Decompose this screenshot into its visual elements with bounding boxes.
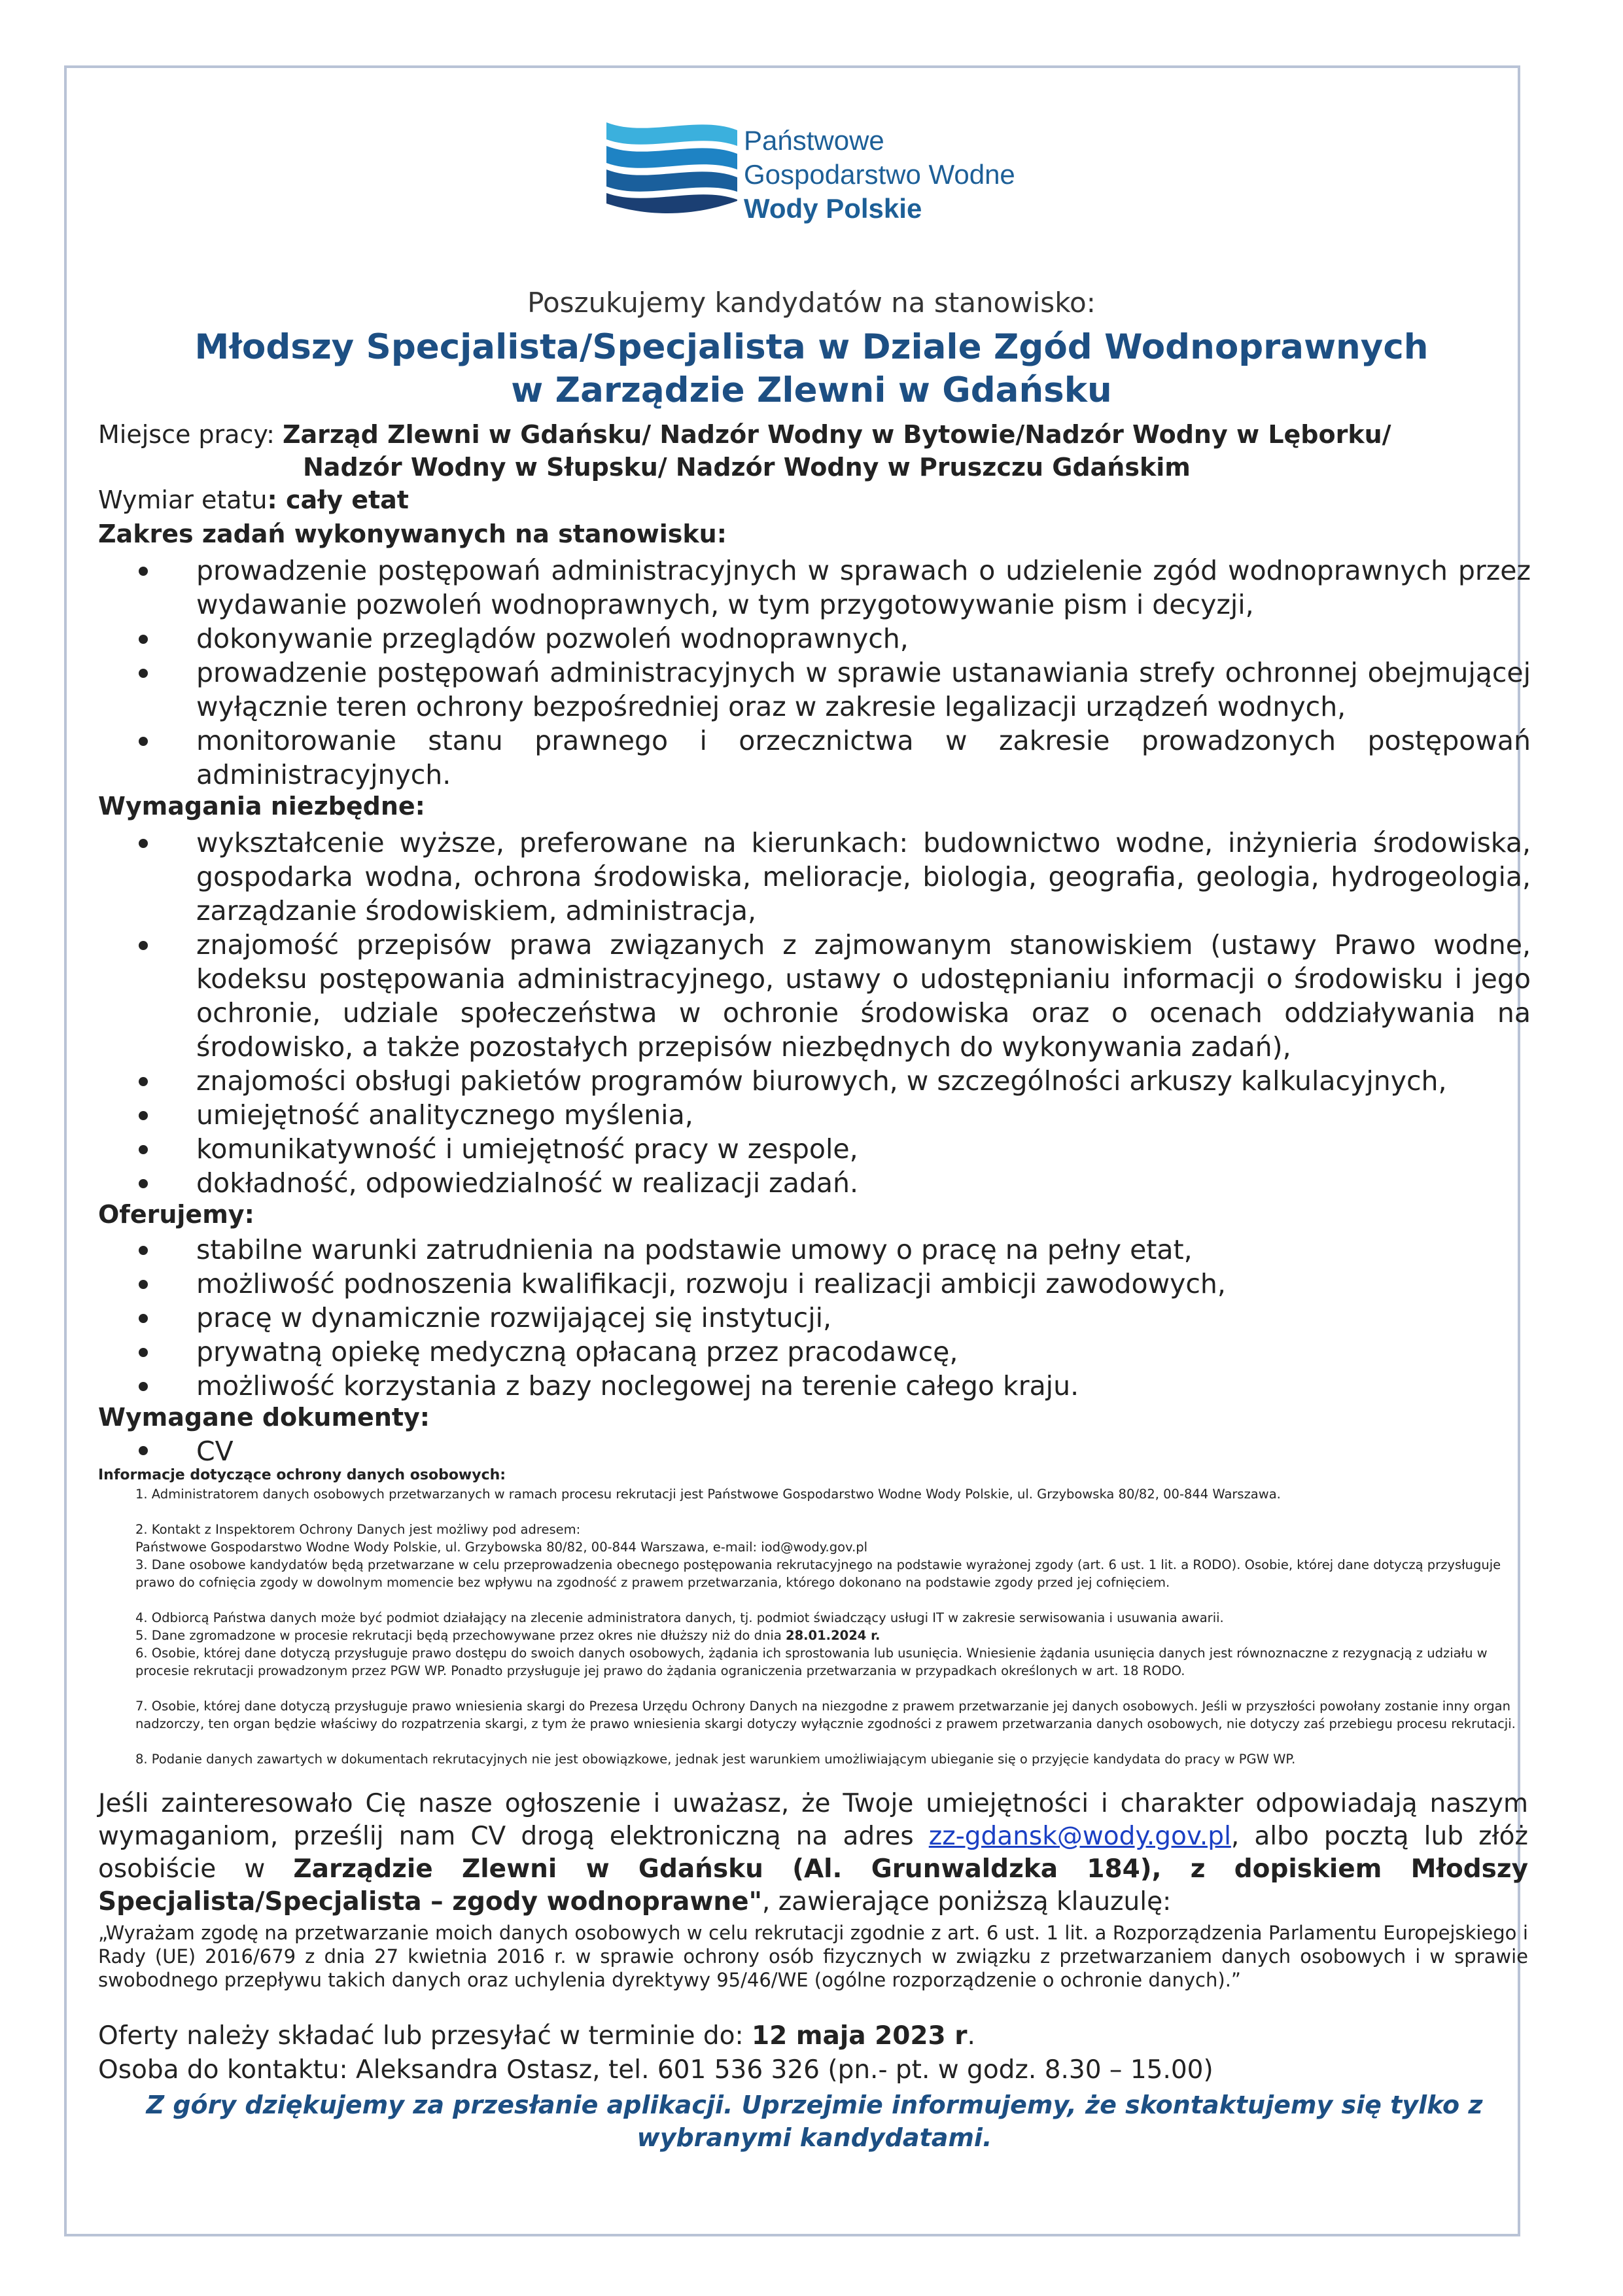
- rodo-point-3: 3. Dane osobowe kandydatów będą przetwarzane w celu przeprowadzenia obecnego postępowania rekrutacyjnego na podstawie wyrażonej zgody (art. 6 ust. 1 lit. a RODO). Osobie, której dane dotyczą przysługuje prawo do cofnięcia zgody w dowolnym momencie bez wpływu na zgodność z prawem przetwarzania, którego dokonano na podstawie zgody przed jej cofnięciem.: [135, 1557, 1501, 1590]
- bullet-icon: [139, 737, 148, 746]
- etat-value: : cały etat: [267, 486, 409, 514]
- workplace-value-1: Zarząd Zlewni w Gdańsku/ Nadzór Wodny w Bytowie/Nadzór Wodny w Lęborku/: [282, 420, 1391, 449]
- apply-text-2: , albo pocztą lub złóż osobiście w: [98, 1822, 1528, 1884]
- deadline-line: [98, 2021, 975, 2052]
- bullet-icon: [139, 1314, 148, 1323]
- email-link[interactable]: zz-gdansk@wody.gov.pl: [928, 1822, 1231, 1851]
- deadline-date: 12 maja 2023 r: [752, 2021, 968, 2051]
- workplace-value-2: Nadzór Wodny w Słupsku/ Nadzór Wodny w Pruszczu Gdańskim: [303, 453, 1191, 482]
- etat-line: [98, 484, 409, 516]
- logo-line-1: Państwowe: [744, 125, 884, 156]
- rodo-point-8: 8. Podanie danych zawartych w dokumentach rekrutacyjnych nie jest obowiązkowe, jednak jest warunkiem umożliwiającym ubieganie się o przyjęcie kandydata do pracy w PGW WP.: [135, 1752, 1296, 1767]
- task-item: prowadzenie postępowań administracyjnych w sprawach o udzielenie zgód wodnoprawnych przez wydawanie pozwoleń wodnoprawnych, w tym przygotowywanie pism i decyzji,: [196, 555, 1531, 620]
- consent-clause: „Wyrażam zgodę na przetwarzanie moich danych osobowych w celu rekrutacji zgodnie z art. 6 ust. 1 lit. a Rozporządzenia Parlamentu Europejskiego i Rady (UE) 2016/679 z dnia 27 kwietnia 2016 r. w sprawie ochrony osób fizycznych w związku z przetwarzaniem danych osobowych i w sprawie swobodnego przepływu takich danych oraz uchylenia dyrektywy 95/46/WE (ogólne rozporządzenie o ochronie danych).”: [98, 1922, 1528, 1991]
- bullet-icon: [139, 669, 148, 678]
- requirement-item: dokładność, odpowiedzialność w realizacji zadań.: [196, 1167, 858, 1199]
- bullet-icon: [139, 839, 148, 848]
- rodo-point-2a: 2. Kontakt z Inspektorem Ochrony Danych jest możliwy pod adresem:: [135, 1522, 581, 1537]
- bullet-icon: [139, 1111, 148, 1120]
- task-item: dokonywanie przeglądów pozwoleń wodnoprawnych,: [196, 623, 909, 654]
- rodo-point-1: 1. Administratorem danych osobowych przetwarzanych w ramach procesu rekrutacji jest Państwowe Gospodarstwo Wodne Wody Polskie, ul. Grzybowska 80/82, 00-844 Warszawa.: [135, 1487, 1281, 1502]
- rodo-point-7: 7. Osobie, której dane dotyczą przysługuje prawo wniesienia skargi do Prezesa Urzędu Ochrony Danych na niezgodne z prawem przetwarzanie jej danych osobowych. Jeśli w przyszłości powołany zostanie inny organ nadzorczy, ten organ będzie właściwy do rozpatrzenia skargi, z tym że prawo wniesienia skargi dotyczy wyłącznie zgodności z prawem przetwarzania danych osobowych, nie dotyczy zaś przebiegu procesu rekrutacji.: [135, 1699, 1516, 1731]
- rodo-point-4: 4. Odbiorcą Państwa danych może być podmiot działający na zlecenie administratora danych, tj. podmiot świadczący usługi IT w zakresie serwisowania i usuwania awarii.: [135, 1610, 1224, 1625]
- documents-heading: Wymagane dokumenty:: [98, 1403, 430, 1432]
- offer-heading: Oferujemy:: [98, 1200, 254, 1229]
- etat-label: Wymiar etatu: [98, 486, 268, 514]
- offer-item: możliwość korzystania z bazy noclegowej na terenie całego kraju.: [196, 1370, 1079, 1402]
- requirements-heading: Wymagania niezbędne:: [98, 792, 425, 821]
- bullet-icon: [139, 1382, 148, 1391]
- rodo-point-5: [135, 1627, 1529, 1644]
- bullet-icon: [139, 1446, 148, 1455]
- rodo-heading: Informacje dotyczące ochrony danych osobowych:: [98, 1467, 506, 1483]
- requirement-item: znajomość przepisów prawa związanych z zajmowanym stanowiskiem (ustawy Prawo wodne, kodeksu postępowania administracyjnego, ustawy o udostępnianiu informacji o środowisku i jego ochronie, udziale społeczeństwa w ochronie środowiska oraz o ocenach oddziaływania na środowisko, a także pozostałych przepisów niezbędnych do wykonywania zadań),: [196, 929, 1531, 1063]
- offer-item: stabilne warunki zatrudnienia na podstawie umowy o pracę na pełny etat,: [196, 1234, 1193, 1265]
- workplace-label: Miejsce pracy:: [98, 420, 283, 449]
- offer-item: możliwość podnoszenia kwalifikacji, rozwoju i realizacji ambicji zawodowych,: [196, 1268, 1226, 1299]
- apply-paragraph: [98, 1788, 1528, 1918]
- requirement-item: umiejętność analitycznego myślenia,: [196, 1099, 693, 1131]
- logo-line-2: Gospodarstwo Wodne: [744, 159, 1015, 190]
- requirement-item: wykształcenie wyższe, preferowane na kierunkach: budownictwo wodne, inżynieria środowiska, gospodarka wodna, ochrona środowiska, melioracje, biologia, geografia, geologia, hydrogeologia, zarządzanie środowiskiem, administracja,: [196, 827, 1531, 927]
- rodo-point-5-text: 5. Dane zgromadzone w procesie rekrutacji będą przechowywane przez okres nie dłuższy niż do dnia: [135, 1628, 786, 1643]
- apply-text-1: Jeśli zainteresowało Cię nasze ogłoszenie i uważasz, że Twoje umiejętności i charakter odpowiadają naszym wymaganiom, prześlij nam CV drogą elektroniczną na adres: [98, 1789, 1528, 1851]
- workplace-line: [98, 419, 1391, 450]
- bullet-icon: [139, 1145, 148, 1154]
- bullet-icon: [139, 1280, 148, 1289]
- bullet-icon: [139, 567, 148, 576]
- logo-line-3: Wody Polskie: [744, 193, 922, 224]
- bullet-icon: [139, 635, 148, 644]
- job-title-line-2: w Zarządzie Zlewni w Gdańsku: [511, 370, 1112, 410]
- task-item: monitorowanie stanu prawnego i orzecznictwa w zakresie prowadzonych postępowań administracyjnych.: [196, 725, 1531, 790]
- thanks-note: Z góry dziękujemy za przesłanie aplikacji. Uprzejmie informujemy, że skontaktujemy się tylko z wybranymi kandydatami.: [146, 2091, 1483, 2152]
- bullet-icon: [139, 1077, 148, 1086]
- intro-text: Poszukujemy kandydatów na stanowisko:: [527, 287, 1096, 319]
- requirement-item: znajomości obsługi pakietów programów biurowych, w szczególności arkuszy kalkulacyjnych,: [196, 1065, 1447, 1097]
- contact-line: Osoba do kontaktu: Aleksandra Ostasz, tel. 601 536 326 (pn.- pt. w godz. 8.30 – 15.00): [98, 2055, 1213, 2085]
- apply-text-3: , zawierające poniższą klauzulę:: [761, 1887, 1172, 1916]
- offer-item: pracę w dynamicznie rozwijającej się instytucji,: [196, 1302, 832, 1333]
- bullet-icon: [139, 1246, 148, 1255]
- job-title-line-1: Młodszy Specjalista/Specjalista w Dziale Zgód Wodnoprawnych: [194, 327, 1429, 367]
- rodo-point-2b: Państwowe Gospodarstwo Wodne Wody Polskie, ul. Grzybowska 80/82, 00-844 Warszawa, e-mail: iod@wody.gov.pl: [135, 1540, 868, 1555]
- rodo-point-5-date: 28.01.2024 r.: [786, 1628, 881, 1643]
- document-item: CV: [196, 1436, 234, 1467]
- bullet-icon: [139, 1179, 148, 1188]
- tasks-heading: Zakres zadań wykonywanych na stanowisku:: [98, 520, 727, 548]
- task-item: prowadzenie postępowań administracyjnych w sprawie ustanawiania strefy ochronnej obejmującej wyłącznie teren ochrony bezpośredniej oraz w zakresie legalizacji urządzeń wodnych,: [196, 657, 1531, 722]
- logo: [606, 120, 1015, 224]
- offer-item: prywatną opiekę medyczną opłacaną przez pracodawcę,: [196, 1336, 958, 1368]
- requirement-item: komunikatywność i umiejętność pracy w zespole,: [196, 1133, 858, 1165]
- bullet-icon: [139, 1348, 148, 1357]
- rodo-point-6: 6. Osobie, której dane dotyczą przysługuje prawo dostępu do swoich danych osobowych, żądania ich sprostowania lub usunięcia. Wniesienie żądania usunięcia danych jest równoznaczne z rezygnacją z udziału w procesie rekrutacji prowadzonym przez PGW WP. Ponadto przysługuje jej prawo do żądania ograniczenia przetwarzania w przypadkach określonych w art. 18 RODO.: [135, 1646, 1488, 1678]
- deadline-label: Oferty należy składać lub przesyłać w terminie do:: [98, 2021, 752, 2051]
- waves-logo-icon: [606, 120, 737, 218]
- deadline-end: .: [967, 2021, 975, 2051]
- bullet-icon: [139, 941, 148, 950]
- apply-address: Zarządzie Zlewni w Gdańsku (Al. Grunwaldzka 184), z dopiskiem Młodszy Specjalista/Specjalista – zgody wodnoprawne": [98, 1854, 1529, 1916]
